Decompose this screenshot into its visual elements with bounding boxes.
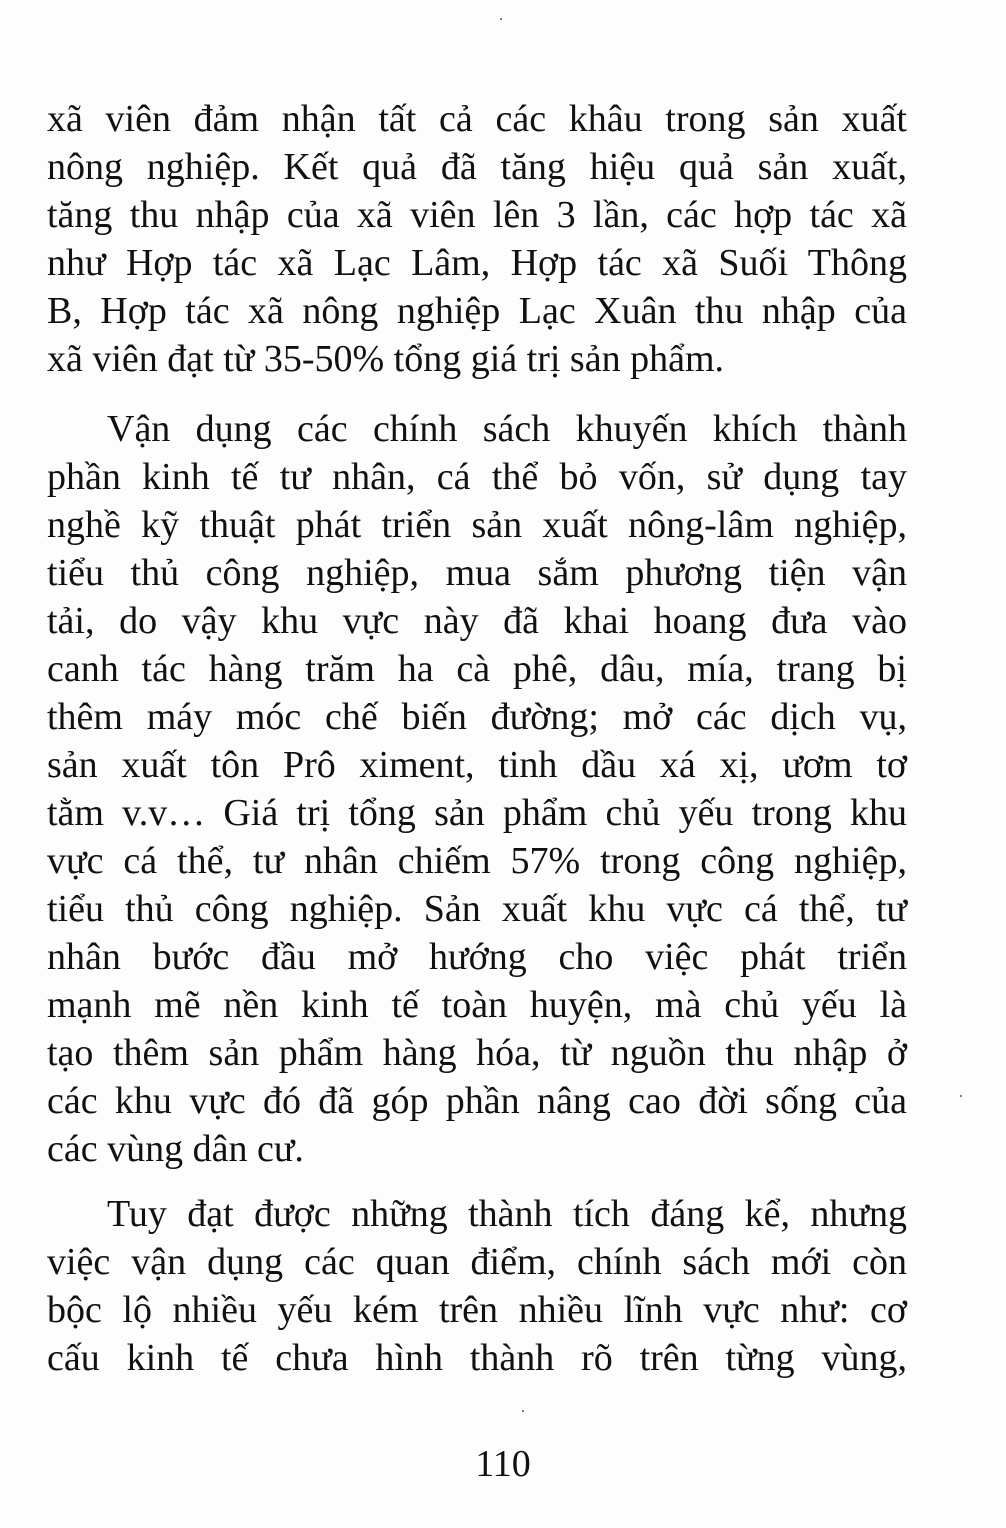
text-line: tải, do vậy khu vực này đã khai hoang đưa vào (47, 600, 907, 642)
text-line: xã viên đạt từ 35-50% tổng giá trị sản phẩm. (47, 338, 725, 380)
scan-speck (960, 1095, 962, 1097)
paragraph-1 (47, 95, 907, 383)
text-line: các khu vực đó đã góp phần nâng cao đời sống của (47, 1080, 907, 1122)
text-line: xã viên đảm nhận tất cả các khâu trong sản xuất (47, 98, 907, 140)
text-line: Vận dụng các chính sách khuyến khích thành (107, 408, 907, 450)
text-line: tằm v.v… Giá trị tổng sản phẩm chủ yếu trong khu (47, 792, 907, 834)
text-line: việc vận dụng các quan điểm, chính sách mới còn (47, 1241, 907, 1283)
text-line: vực cá thể, tư nhân chiếm 57% trong công nghiệp, (47, 840, 907, 882)
scan-speck (500, 18, 502, 20)
text-line: tiểu thủ công nghiệp, mua sắm phương tiện vận (47, 552, 907, 594)
text-line: tiểu thủ công nghiệp. Sản xuất khu vực cá thể, tư (47, 888, 907, 930)
paragraph-2 (47, 405, 907, 1173)
text-line: Tuy đạt được những thành tích đáng kể, nhưng (107, 1193, 907, 1235)
text-line: thêm máy móc chế biến đường; mở các dịch vụ, (47, 696, 907, 738)
text-line: bộc lộ nhiều yếu kém trên nhiều lĩnh vực như: cơ (47, 1289, 907, 1331)
text-line: các vùng dân cư. (47, 1128, 304, 1170)
text-line: nghề kỹ thuật phát triển sản xuất nông-lâm nghiệp, (47, 504, 907, 546)
text-line: như Hợp tác xã Lạc Lâm, Hợp tác xã Suối Thông (47, 242, 907, 284)
scan-speck (522, 1410, 524, 1412)
paragraph-3 (47, 1190, 907, 1382)
page-number: 110 (475, 1443, 531, 1485)
text-line: canh tác hàng trăm ha cà phê, dâu, mía, trang bị (47, 648, 907, 690)
text-line: nông nghiệp. Kết quả đã tăng hiệu quả sản xuất, (47, 146, 907, 188)
text-line: cấu kinh tế chưa hình thành rõ trên từng vùng, (47, 1337, 907, 1379)
text-line: tăng thu nhập của xã viên lên 3 lần, các hợp tác xã (47, 194, 907, 236)
text-line: phần kinh tế tư nhân, cá thể bỏ vốn, sử dụng tay (47, 456, 907, 498)
text-line: mạnh mẽ nền kinh tế toàn huyện, mà chủ yếu là (47, 984, 907, 1026)
text-line: B, Hợp tác xã nông nghiệp Lạc Xuân thu nhập của (47, 290, 907, 332)
text-line: tạo thêm sản phẩm hàng hóa, từ nguồn thu nhập ở (47, 1032, 907, 1074)
text-line: sản xuất tôn Prô ximent, tinh dầu xá xị, ươm tơ (47, 744, 907, 786)
text-line: nhân bước đầu mở hướng cho việc phát triển (47, 936, 907, 978)
